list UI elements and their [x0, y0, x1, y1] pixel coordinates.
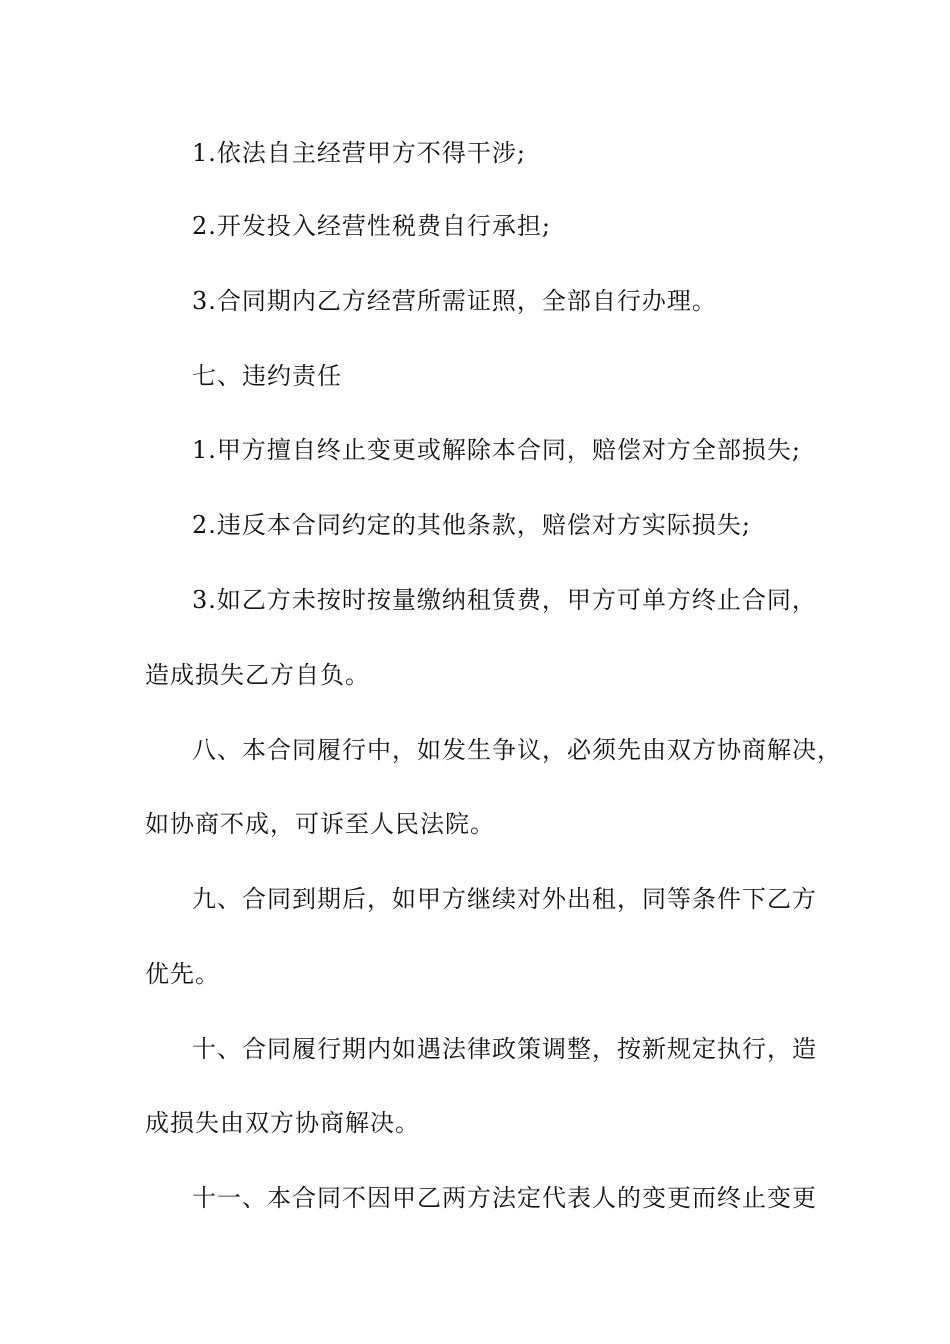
- text-line: 3.如乙方未按时按量缴纳租赁费，甲方可单方终止合同，: [192, 586, 817, 614]
- text-line: 成损失由双方协商解决。: [145, 1109, 420, 1137]
- text-line: 2.违反本合同约定的其他条款，赔偿对方实际损失;: [192, 511, 751, 539]
- text-line: 八、本合同履行中，如发生争议，必须先由双方协商解决，: [192, 736, 842, 764]
- section-heading: 七、违约责任: [192, 362, 342, 390]
- text-line: 十一、本合同不因甲乙两方法定代表人的变更而终止变更: [192, 1184, 817, 1212]
- text-line: 3.合同期内乙方经营所需证照，全部自行办理。: [192, 287, 717, 315]
- text-line: 十、合同履行期内如遇法律政策调整，按新规定执行，造: [192, 1035, 817, 1063]
- text-line: 如协商不成，可诉至人民法院。: [145, 810, 495, 838]
- text-line: 造成损失乙方自负。: [145, 661, 370, 689]
- text-line: 1.甲方擅自终止变更或解除本合同，赔偿对方全部损失;: [192, 436, 801, 464]
- text-line: 优先。: [145, 960, 220, 988]
- text-line: 九、合同到期后，如甲方继续对外出租，同等条件下乙方: [192, 885, 817, 913]
- text-line: 1.依法自主经营甲方不得干涉;: [192, 139, 526, 167]
- text-line: 2.开发投入经营性税费自行承担;: [192, 212, 551, 240]
